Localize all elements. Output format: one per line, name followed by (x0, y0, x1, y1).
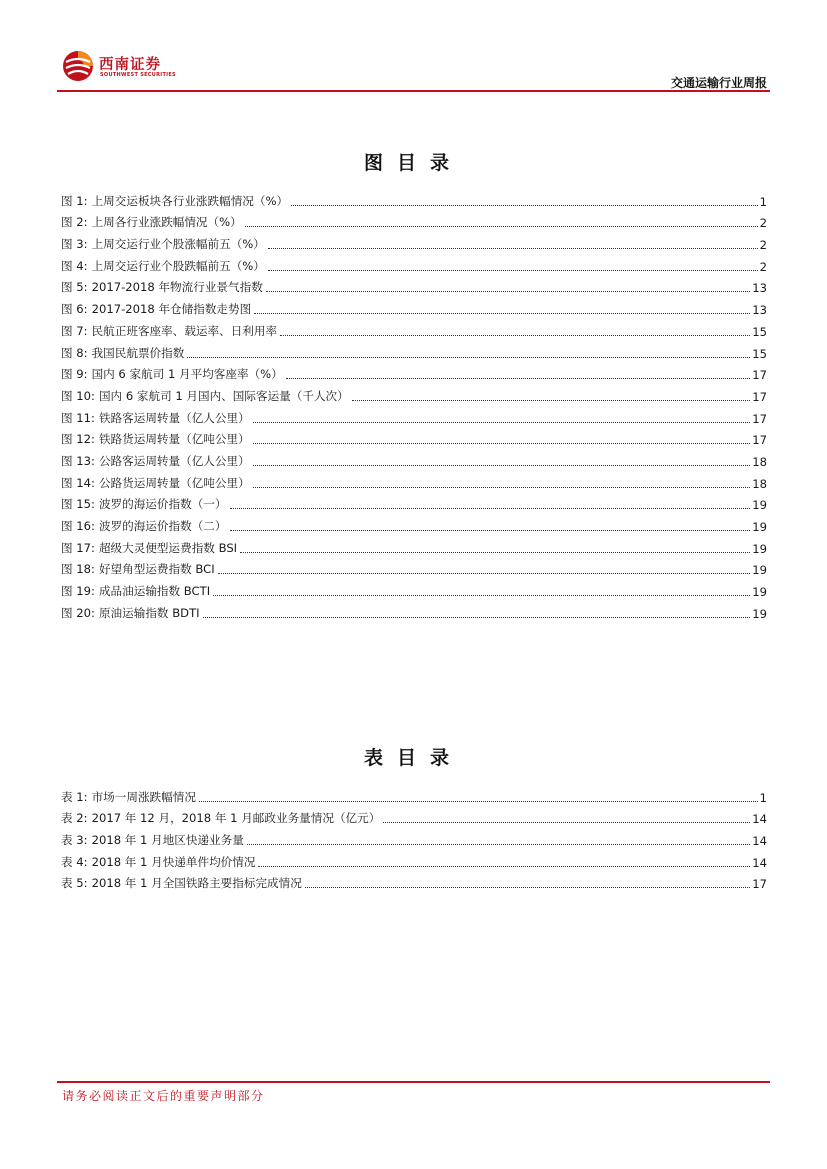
toc-entry-title: 2017-2018 年物流行业景气指数 (91, 280, 263, 295)
toc-entry-page: 13 (752, 303, 767, 318)
toc-entry-label: 图 16: (61, 519, 95, 533)
toc-entry-label: 表 4: (61, 854, 88, 869)
toc-entry-label: 表 3: (61, 833, 88, 848)
toc-leader-dots (213, 595, 750, 596)
toc-entry-page: 19 (752, 541, 767, 556)
toc-entry-title: 波罗的海运价指数（一） (98, 497, 227, 512)
toc-leader-dots (253, 487, 751, 488)
toc-entry-label: 图 8: (61, 345, 88, 360)
toc-entry-label: 图 18: (61, 562, 95, 577)
toc-leader-dots (253, 443, 751, 444)
toc-entry-title: 我国民航票价指数 (91, 345, 185, 360)
toc-entry-label: 图 20: (61, 605, 95, 620)
toc-leader-dots (240, 552, 750, 553)
toc-entry[interactable] (61, 491, 767, 513)
toc-entry[interactable] (61, 274, 767, 296)
toc-entry-label: 图 14: (61, 475, 95, 490)
toc-leader-dots (383, 822, 750, 823)
toc-entry[interactable] (61, 870, 767, 892)
toc-leader-dots (230, 530, 751, 531)
toc-leader-dots (203, 617, 751, 618)
toc-entry-page: 17 (752, 877, 767, 892)
toc-entry-title: 上周交运行业个股涨幅前五（%） (91, 237, 265, 252)
toc-entry-title: 铁路货运周转量（亿吨公里） (98, 432, 250, 447)
toc-entry-title: 2018 年 1 月地区快递业务量 (91, 833, 244, 848)
toc-entry-title: 2017 年 12 月，2018 年 1 月邮政业务量情况（亿元） (91, 811, 381, 826)
logo-chinese-name: 西南证券 (99, 56, 161, 73)
toc-entry[interactable] (61, 805, 767, 827)
toc-entry-label: 表 2: (61, 811, 88, 826)
toc-entry[interactable] (61, 534, 767, 556)
toc-entry-title: 铁路客运周转量（亿人公里） (98, 410, 250, 425)
toc-leader-dots (352, 400, 751, 401)
toc-entry-label: 图 12: (61, 432, 95, 447)
toc-entry-title: 波罗的海运价指数（二） (98, 519, 227, 533)
toc-entry-title: 成品油运输指数 BCTI (98, 584, 211, 599)
toc-entry-page: 19 (752, 563, 767, 578)
toc-entry-page: 17 (752, 411, 767, 426)
toc-entry-page: 17 (752, 389, 767, 404)
figures-toc-title: 图目录 (363, 152, 463, 174)
toc-entry[interactable] (61, 209, 767, 231)
toc-entry-title: 国内 6 家航司 1 月国内、国际客运量（千人次） (98, 388, 349, 403)
toc-entry[interactable] (61, 783, 767, 805)
toc-entry-label: 表 5: (61, 876, 88, 891)
report-type: 交通运输行业周报 (670, 76, 767, 90)
toc-entry-page: 2 (759, 259, 767, 274)
toc-leader-dots (247, 844, 750, 845)
toc-entry-label: 图 19: (61, 584, 95, 599)
toc-entry[interactable] (61, 556, 767, 578)
toc-entry[interactable] (61, 826, 767, 848)
toc-leader-dots (187, 357, 750, 358)
toc-entry-title: 超级大灵便型运费指数 BSI (98, 540, 238, 555)
toc-entry-page: 15 (752, 324, 767, 339)
tables-toc-title: 表目录 (363, 747, 463, 769)
toc-entry[interactable] (61, 339, 767, 361)
toc-entry-title: 上周交运板块各行业涨跌幅情况（%） (91, 193, 289, 208)
page-header (0, 0, 827, 95)
toc-entry-page: 18 (752, 476, 767, 491)
toc-entry[interactable] (61, 252, 767, 274)
toc-entry-title: 上周各行业涨跌幅情况（%） (91, 215, 242, 230)
toc-entry-page: 1 (759, 194, 767, 209)
toc-entry-label: 表 1: (61, 789, 88, 804)
toc-entry-page: 15 (752, 346, 767, 361)
toc-leader-dots (268, 248, 758, 249)
toc-entry-title: 公路客运周转量（亿人公里） (98, 453, 250, 468)
toc-entry[interactable] (61, 599, 767, 621)
toc-leader-dots (268, 270, 758, 271)
toc-entry-page: 17 (752, 368, 767, 383)
toc-leader-dots (199, 801, 758, 802)
toc-entry-title: 上周交运行业个股跌幅前五（%） (91, 258, 265, 273)
toc-leader-dots (286, 378, 750, 379)
toc-entry[interactable] (61, 382, 767, 404)
toc-entry-page: 1 (759, 790, 767, 805)
toc-entry-page: 19 (752, 606, 767, 621)
toc-entry[interactable] (61, 295, 767, 317)
toc-entry-title: 市场一周涨跌幅情况 (91, 789, 196, 804)
toc-entry-title: 2018 年 1 月全国铁路主要指标完成情况 (91, 876, 302, 891)
toc-entry[interactable] (61, 426, 767, 448)
toc-entry-label: 图 17: (61, 540, 95, 555)
toc-entry-label: 图 2: (61, 215, 88, 230)
toc-leader-dots (258, 866, 750, 867)
toc-entry-page: 19 (752, 585, 767, 600)
toc-entry-title: 2018 年 1 月快递单件均价情况 (91, 854, 256, 869)
toc-entry[interactable] (61, 469, 767, 491)
toc-entry[interactable] (61, 848, 767, 870)
toc-entry-label: 图 1: (61, 193, 88, 208)
company-logo (62, 50, 182, 84)
logo-mark-icon (62, 50, 94, 82)
toc-entry-title: 公路货运周转量（亿吨公里） (98, 475, 250, 490)
toc-leader-dots (253, 465, 751, 466)
toc-entry-page: 14 (752, 812, 767, 827)
toc-entry[interactable] (61, 512, 767, 534)
toc-leader-dots (230, 508, 751, 509)
toc-leader-dots (254, 313, 750, 314)
toc-leader-dots (218, 573, 751, 574)
toc-entry-label: 图 15: (61, 497, 95, 512)
toc-entry[interactable] (61, 577, 767, 599)
toc-entry[interactable] (61, 230, 767, 252)
logo-english-name: SOUTHWEST SECURITIES (100, 72, 176, 78)
toc-leader-dots (266, 291, 750, 292)
toc-entry-title: 国内 6 家航司 1 月平均客座率（%） (91, 367, 283, 382)
disclaimer-note: 请务必阅读正文后的重要声明部分 (62, 1089, 265, 1103)
toc-entry-title: 好望角型运费指数 BCI (98, 562, 215, 577)
tables-toc-list (61, 783, 767, 891)
toc-entry-label: 图 13: (61, 453, 95, 468)
toc-entry-label: 图 10: (61, 388, 95, 403)
footer-divider (57, 1081, 770, 1083)
header-divider (57, 90, 770, 92)
toc-entry-page: 19 (752, 520, 767, 534)
toc-entry-title: 原油运输指数 BDTI (98, 605, 200, 620)
toc-entry-page: 19 (752, 498, 767, 513)
toc-entry[interactable] (61, 317, 767, 339)
toc-entry[interactable] (61, 187, 767, 209)
toc-entry-page: 14 (752, 855, 767, 870)
toc-leader-dots (245, 226, 758, 227)
toc-leader-dots (280, 335, 750, 336)
toc-entry[interactable] (61, 361, 767, 383)
toc-entry-label: 图 6: (61, 302, 88, 317)
toc-entry[interactable] (61, 447, 767, 469)
toc-entry-page: 2 (759, 216, 767, 231)
toc-entry-page: 17 (752, 433, 767, 448)
toc-entry-label: 图 4: (61, 258, 88, 273)
toc-entry-label: 图 7: (61, 323, 88, 338)
toc-entry-label: 图 5: (61, 280, 88, 295)
figures-toc-list (61, 187, 767, 621)
toc-entry-page: 2 (759, 238, 767, 253)
toc-entry-page: 14 (752, 834, 767, 849)
toc-leader-dots (253, 422, 751, 423)
toc-entry-page: 13 (752, 281, 767, 296)
toc-entry-label: 图 9: (61, 367, 88, 382)
toc-entry-title: 民航正班客座率、载运率、日利用率 (91, 323, 278, 338)
toc-entry[interactable] (61, 404, 767, 426)
toc-leader-dots (291, 205, 758, 206)
toc-entry-label: 图 11: (61, 410, 95, 425)
toc-entry-title: 2017-2018 年仓储指数走势图 (91, 302, 252, 317)
toc-leader-dots (305, 887, 750, 888)
toc-entry-page: 18 (752, 454, 767, 469)
toc-entry-label: 图 3: (61, 237, 88, 252)
